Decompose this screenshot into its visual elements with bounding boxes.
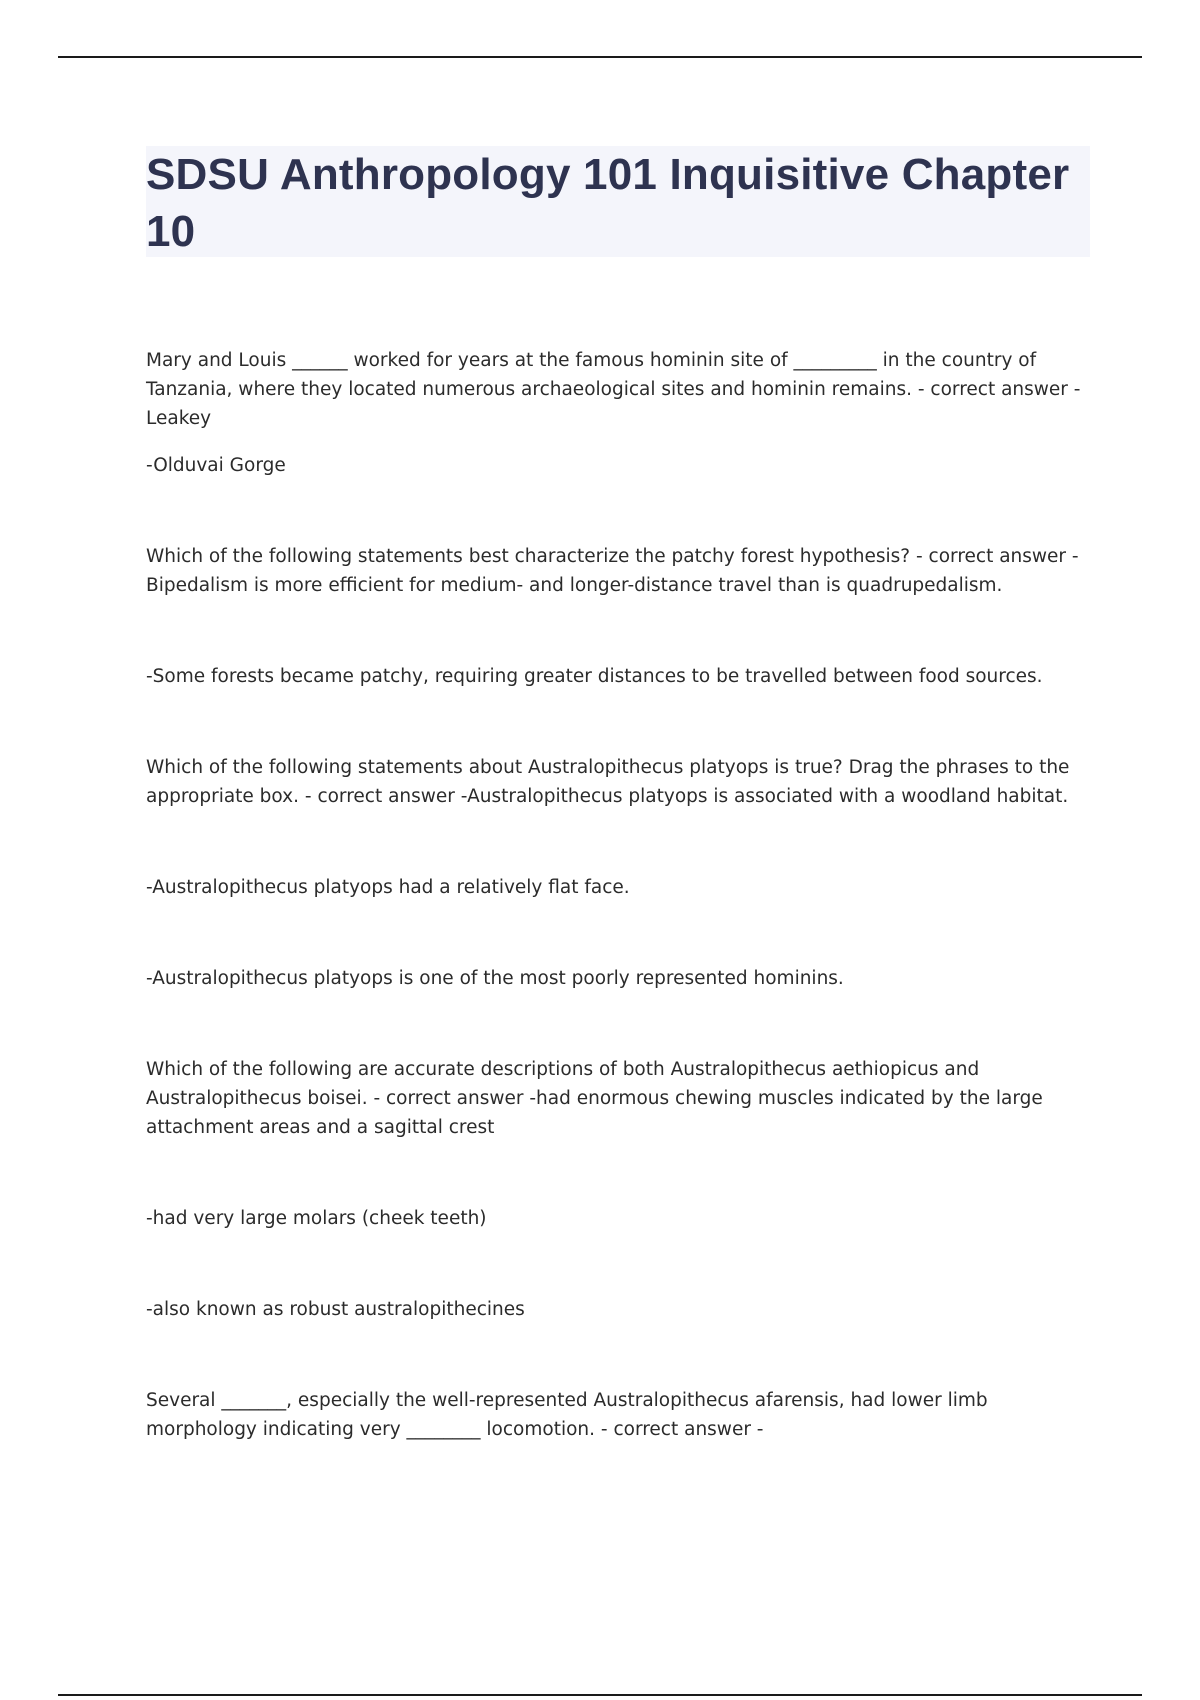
document-title: SDSU Anthropology 101 Inquisitive Chapter 10: [146, 150, 1070, 256]
answer-3-line-2: -Australopithecus platyops is one of the most poorly represented hominins.: [146, 968, 844, 989]
question-2: Which of the following statements best characterize the patchy forest hypothesis? - correct answer - Bipedalism is more efficient for medium- and longer-distance travel than is quadrupedalism.: [146, 546, 1085, 596]
answer-3-line-1: -Australopithecus platyops had a relatively flat face.: [146, 877, 630, 898]
document-body: [146, 346, 1090, 1444]
answer-4-line-1: -had very large molars (cheek teeth): [146, 1208, 487, 1229]
bottom-rule: [58, 1694, 1142, 1696]
title-banner: [146, 146, 1090, 257]
question-1: Mary and Louis ______ worked for years at the famous hominin site of _________ in the country of Tanzania, where they located numerous archaeological sites and hominin remains. - correct answer - Leakey: [146, 350, 1087, 429]
answer-4-line-2: -also known as robust australopithecines: [146, 1299, 525, 1320]
answer-1-line: -Olduvai Gorge: [146, 455, 286, 476]
question-5: Several _______, especially the well-represented Australopithecus afarensis, had lower limb morphology indicating very ________ locomotion. - correct answer -: [146, 1390, 994, 1440]
question-3: Which of the following statements about Australopithecus platyops is true? Drag the phrases to the appropriate box. - correct answer -Australopithecus platyops is associated with a woodland habitat.: [146, 757, 1076, 807]
top-rule: [58, 56, 1142, 58]
question-4: Which of the following are accurate descriptions of both Australopithecus aethiopicus and Australopithecus boisei. - correct answer -had enormous chewing muscles indicated by the large attachment areas and a sagittal crest: [146, 1059, 1049, 1138]
answer-2-line: -Some forests became patchy, requiring greater distances to be travelled between food sources.: [146, 666, 1043, 687]
